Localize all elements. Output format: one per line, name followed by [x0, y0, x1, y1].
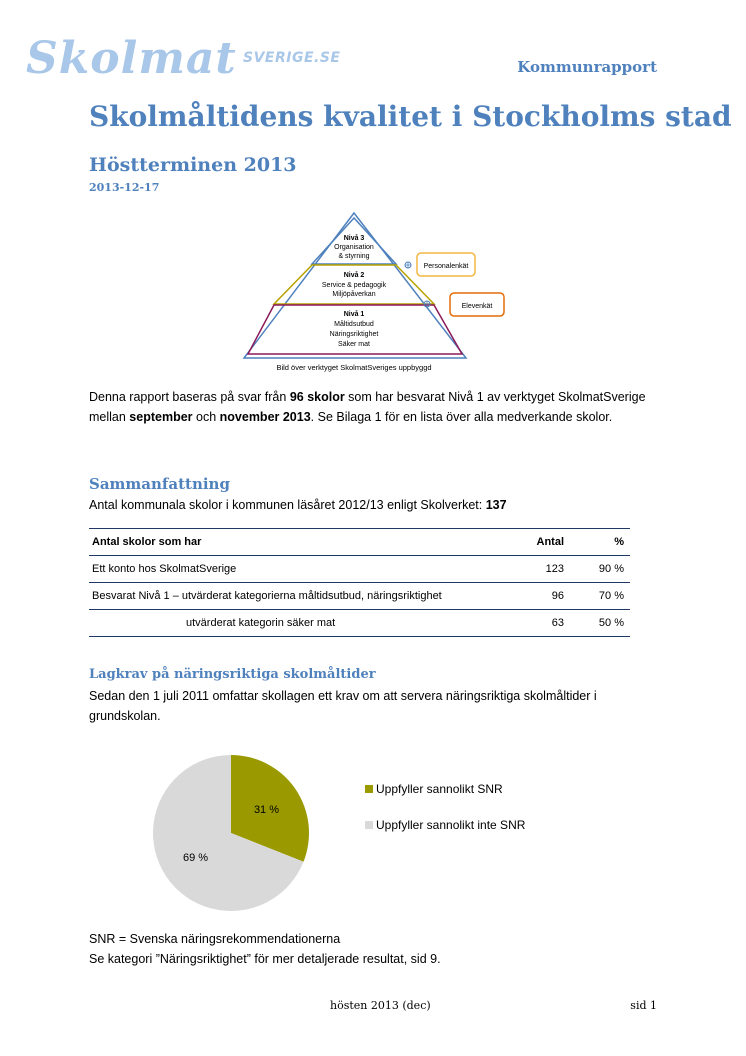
legend-label: Uppfyller sannolikt inte SNR [376, 818, 526, 832]
legend-label: Uppfyller sannolikt SNR [376, 782, 503, 796]
table-cell: 50 % [564, 610, 630, 637]
summary-count-label: Antal kommunala skolor i kommunen läsåret 2012/13 enligt Skolverket: [89, 498, 486, 512]
legend-swatch [365, 785, 373, 793]
logo-suffix: SVERIGE.SE [243, 50, 341, 66]
report-type: Kommunrapport [517, 58, 657, 76]
table-cell: 90 % [598, 563, 624, 575]
intro-text: och [192, 410, 220, 424]
table-row [89, 610, 630, 637]
table-cell: utvärderat kategorin säker mat [89, 610, 504, 637]
pyramid-caption: Bild över verktyget SkolmatSveriges uppbyggd [276, 363, 432, 372]
summary-count [89, 495, 507, 515]
level1-line: Näringsriktighet [329, 331, 379, 338]
requirements-line: grundskolan. [89, 709, 161, 723]
pyramid-diagram [240, 208, 520, 378]
level1-title: Nivå 1 [343, 311, 365, 318]
snr-pie-chart [140, 745, 580, 925]
pie-data-label: 31 % [253, 803, 280, 816]
summary-count-value: 137 [485, 498, 507, 512]
school-count: 96 skolor [289, 390, 345, 404]
level1-line: Säker mat [338, 341, 370, 348]
pie-data-label: 69 % [182, 852, 209, 865]
skolmat-logo: Skolmat [26, 33, 237, 84]
table-cell: Ett konto hos SkolmatSverige [92, 563, 237, 575]
column-header: Antal [536, 536, 564, 548]
summary-heading: Sammanfattning [89, 475, 230, 493]
notes [89, 929, 441, 969]
requirements-line: Sedan den 1 juli 2011 omfattar skollagen ett krav om att servera näringsriktiga skolmåltider i [89, 689, 597, 703]
level2-title: Nivå 2 [343, 272, 365, 279]
category-reference: Se kategori ”Näringsriktighet” för mer detaljerade resultat, sid 9. [89, 952, 441, 966]
column-header: % [614, 536, 624, 548]
intro-text: Denna rapport baseras på svar från [89, 390, 290, 404]
start-month: september [129, 410, 193, 424]
page-number: sid 1 [630, 999, 657, 1012]
requirements-text [89, 686, 669, 726]
column-header: Antal skolor som har [92, 536, 202, 548]
table-cell: Besvarat Nivå 1 – utvärderat kategorierna måltidsutbud, näringsriktighet [89, 583, 504, 610]
requirements-heading: Lagkrav på näringsriktiga skolmåltider [89, 667, 376, 682]
level3-line: & styrning [338, 253, 370, 260]
report-date: 2013-12-17 [89, 181, 160, 194]
table-header-row [89, 529, 630, 556]
intro-text: som har besvarat Nivå 1 av verktyget SkolmatSverige [344, 390, 646, 404]
term-title: Höstterminen 2013 [89, 154, 297, 176]
snr-definition: SNR = Svenska näringsrekommendationerna [89, 932, 341, 946]
intro-text: mellan [89, 410, 130, 424]
level1-line: Måltidsutbud [334, 321, 374, 328]
table-row [89, 556, 630, 583]
page-title: Skolmåltidens kvalitet i Stockholms stad [89, 100, 732, 133]
table-cell: 70 % [564, 583, 630, 610]
intro-paragraph [89, 387, 669, 427]
table-cell: 123 [545, 563, 564, 575]
intro-text: . Se Bilaga 1 för en lista över alla medverkande skolor. [310, 410, 613, 424]
legend-swatch [365, 821, 373, 829]
table-cell: 63 [504, 610, 564, 637]
table-row [89, 583, 630, 610]
student-survey-label: Elevenkät [461, 303, 493, 310]
staff-survey-label: Personalenkät [423, 263, 469, 270]
footer-term: hösten 2013 (dec) [330, 999, 431, 1012]
level3-line: Organisation [334, 244, 374, 251]
end-month: november 2013 [219, 410, 311, 424]
level3-title: Nivå 3 [343, 235, 365, 242]
summary-table [89, 528, 630, 637]
table-cell: 96 [504, 583, 564, 610]
level2-line: Miljöpåverkan [332, 291, 376, 298]
level2-line: Service & pedagogik [321, 282, 387, 289]
